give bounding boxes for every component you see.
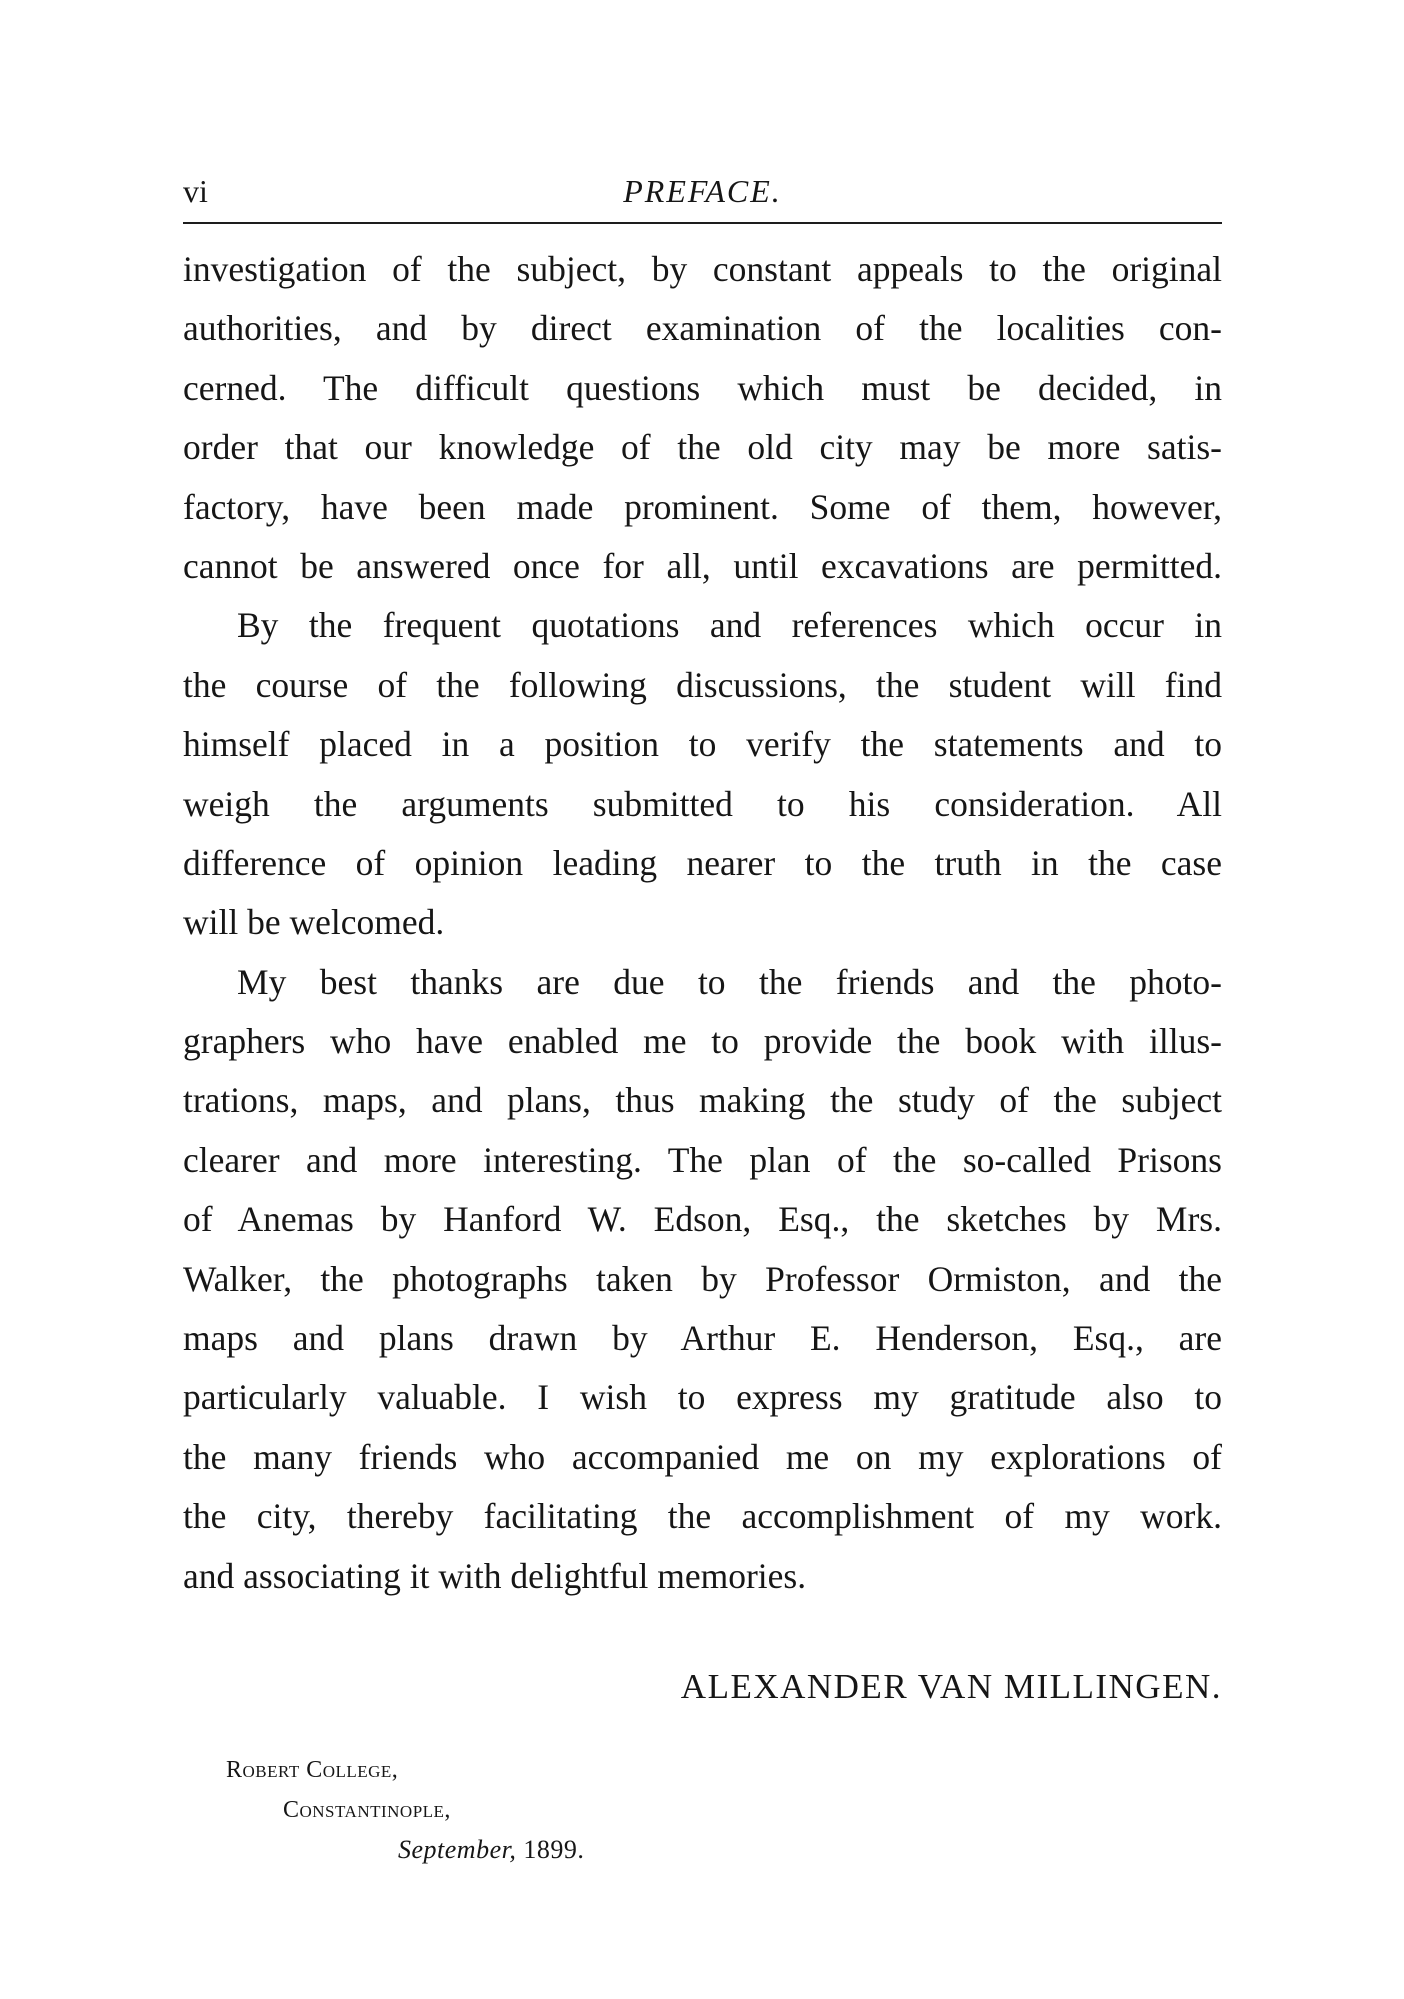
paragraph-start-line: By the frequent quotations and references which occur in [237,605,1222,646]
page-header [183,168,1222,214]
date-year: 1899. [523,1835,585,1864]
place-line-city: Constantinople, [283,1797,451,1823]
text-line: the many friends who accompanied me on my explorations of [183,1436,1222,1477]
text-line: graphers who have enabled me to provide the book with illus- [183,1021,1222,1062]
text-line: of Anemas by Hanford W. Edson, Esq., the sketches by Mrs. [183,1199,1222,1240]
text-line: cannot be answered once for all, until excavations are permitted. [183,545,1222,586]
date-month: September, [398,1835,517,1864]
text-line: cerned. The difficult questions which must be decided, in [183,367,1222,408]
text-line: factory, have been made prominent. Some of them, however, [183,486,1222,527]
text-line: authorities, and by direct examination of the localities con- [183,308,1222,349]
running-title: PREFACE. [623,173,782,209]
text-line: himself placed in a position to verify the statements and to [183,724,1222,765]
date-line [226,1830,786,1870]
text-line: clearer and more interesting. The plan of the so-called Prisons [183,1139,1222,1180]
page-number: vi [183,173,208,209]
text-line: the course of the following discussions, the student will find [183,664,1222,705]
text-line: trations, maps, and plans, thus making the study of the subject [183,1080,1222,1121]
text-line: the city, thereby facilitating the accomplishment of my work. [183,1496,1222,1537]
header-rule [183,222,1222,224]
preface-body [183,240,1222,1606]
text-line: weigh the arguments submitted to his consideration. All [183,783,1222,824]
text-line: particularly valuable. I wish to express my gratitude also to [183,1377,1222,1418]
paragraph-end-line: will be welcomed. [183,902,445,943]
text-line: difference of opinion leading nearer to the truth in the case [183,842,1222,883]
paragraph-start-line: My best thanks are due to the friends and the photo- [237,961,1222,1002]
place-line-college: Robert College, [226,1757,399,1783]
text-line: order that our knowledge of the old city may be more satis- [183,427,1222,468]
text-line: Walker, the photographs taken by Professor Ormiston, and the [183,1258,1222,1299]
paragraph-end-line: and associating it with delightful memories. [183,1555,807,1596]
author-signature: ALEXANDER VAN MILLINGEN. [680,1667,1222,1706]
text-line: investigation of the subject, by constant appeals to the original [183,249,1222,289]
text-line: maps and plans drawn by Arthur E. Henderson, Esq., are [183,1318,1222,1359]
place-and-date [226,1750,786,1870]
